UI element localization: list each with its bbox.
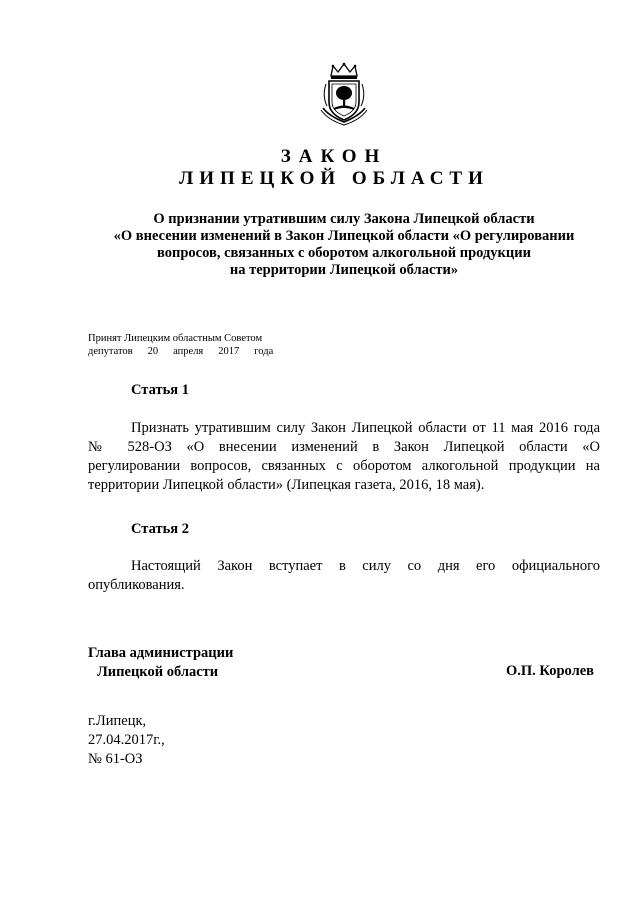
law-title: ЗАКОН (280, 146, 388, 167)
footer-date: 27.04.2017г., (88, 732, 165, 748)
article-1-line: Признать утратившим силу Закон Липецкой области от 11 мая 2016 года (131, 420, 600, 436)
footer-city: г.Липецк, (88, 713, 147, 729)
subject-line: на территории Липецкой области» (229, 262, 459, 278)
signatory-name: О.П. Королев (506, 663, 594, 679)
adoption-deputies-word: депутатов (88, 346, 133, 357)
article-1-line: территории Липецкой области» (Липецкая газета, 2016, 18 мая). (88, 477, 485, 493)
adoption-year-word: года (254, 346, 274, 357)
lipetsk-coat-of-arms-icon (319, 62, 369, 126)
signatory-position-line: Липецкой области (97, 664, 219, 680)
article-1-text (88, 419, 600, 495)
document-footer (88, 712, 165, 769)
adoption-year: 2017 (218, 346, 240, 357)
signatory-position (88, 644, 233, 682)
adoption-line: Принят Липецким областным Советом (88, 333, 263, 344)
article-1-heading: Статья 1 (131, 382, 189, 398)
subject-line: «О внесении изменений в Закон Липецкой области «О регулировании (113, 228, 575, 244)
article-1-line: № 528-ОЗ «О внесении изменений в Закон Липецкой области «О (88, 439, 600, 455)
adoption-date-row (88, 345, 273, 358)
adoption-month: апреля (173, 346, 204, 357)
article-2-heading: Статья 2 (131, 521, 189, 537)
law-subject (88, 211, 600, 279)
article-2-line: опубликования. (88, 577, 185, 593)
article-2-line: Настоящий Закон вступает в силу со дня его официального (131, 558, 600, 574)
signatory-position-line: Глава администрации (88, 645, 234, 661)
subject-line: О признании утратившим силу Закона Липецкой области (153, 211, 535, 227)
adoption-note (88, 332, 273, 358)
adoption-day: 20 (147, 346, 159, 357)
footer-number: № 61-ОЗ (88, 751, 143, 767)
subject-line: вопросов, связанных с оборотом алкогольной продукции (157, 245, 531, 261)
article-2-text (88, 557, 600, 595)
article-1-line: регулировании вопросов, связанных с оборотом алкогольной продукции на (88, 458, 600, 474)
region-title: ЛИПЕЦКОЙ ОБЛАСТИ (179, 168, 489, 189)
